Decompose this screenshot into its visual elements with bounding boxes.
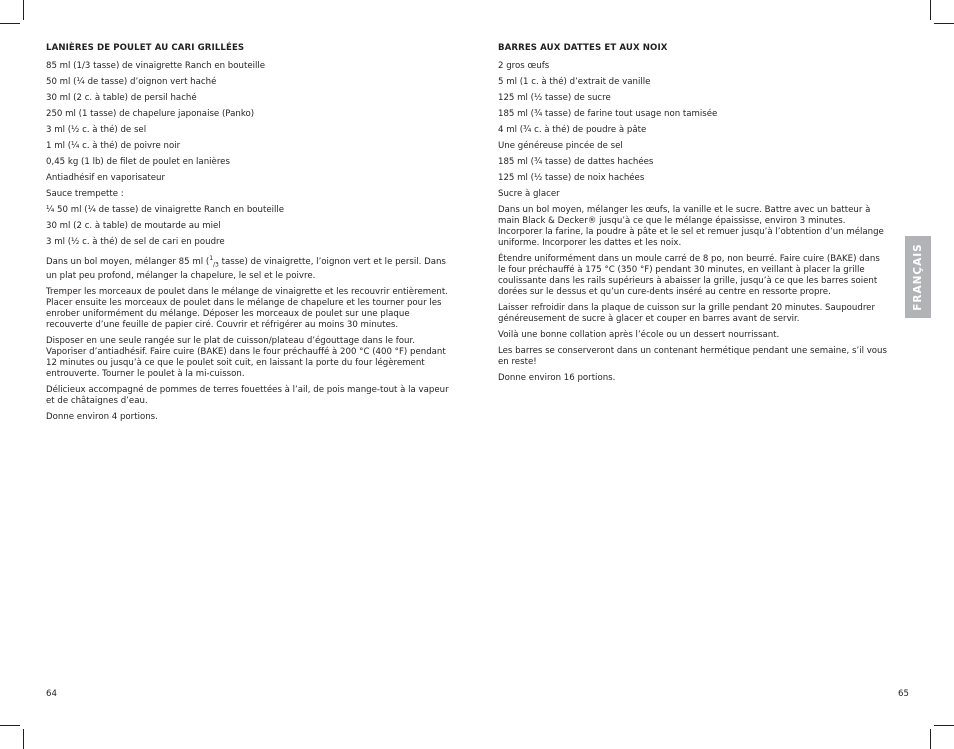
ingredient: 1 ml (¼ c. à thé) de poivre noir (46, 141, 181, 151)
fraction-denominator: /3 (213, 261, 219, 269)
instruction-text: tasse) de vinaigrette, l’oignon vert et le persil. Dans un plat peu profond, mélanger la chapelure, le sel et le poivre. (46, 256, 446, 281)
ingredient: 125 ml (½ tasse) de noix hachées (498, 173, 645, 183)
ingredient: 5 ml (1 c. à thé) d’extrait de vanille (498, 77, 651, 87)
ingredient: 30 ml (2 c. à table) de persil haché (46, 93, 197, 103)
ingredient: 3 ml (½ c. à thé) de sel de cari en poudre (46, 237, 225, 247)
instruction-paragraph: Dans un bol moyen, mélanger les œufs, la vanille et le sucre. Battre avec un batteur à main Black & Decker® jusqu’à ce que le mélange épaississe, environ 3 minutes. Incorporer la farine, la poudre à pâte et le sel et remuer jusqu’à l’obtention d’un mélange uniforme. Incorporer les dattes et les noix. (498, 205, 884, 248)
recipe-title: BARRES AUX DATTES ET AUX NOIX (498, 43, 668, 53)
crop-mark (23, 0, 24, 20)
ingredient: Une généreuse pincée de sel (498, 141, 623, 151)
ingredient: Sucre à glacer (498, 189, 560, 199)
crop-mark (23, 729, 24, 749)
fraction-numerator: 1 (209, 255, 214, 262)
instruction-paragraph: Disposer en une seule rangée sur le plat de cuisson/plateau d’égouttage dans le four. Vaporiser d’antiadhésif. Faire cuire (BAKE) dans le four préchauffé à 200 °C (400 °F) pendant 12 minutes ou jusqu’à ce que le poulet soit cuit, en laissant la porte du four légèrement entrouverte. Tourner le poulet à la mi-cuisson. (46, 335, 446, 379)
page-number-right: 65 (898, 689, 909, 699)
ingredient: 250 ml (1 tasse) de chapelure japonaise (Panko) (46, 109, 255, 119)
crop-mark (930, 729, 931, 749)
recipe-left (46, 43, 451, 428)
ingredient: 185 ml (¾ tasse) de dattes hachées (498, 157, 654, 167)
instruction-paragraph: Délicieux accompagné de pommes de terres fouettées à l’ail, de pois mange-tout à la vapeur et de châtaignes d’eau. (46, 384, 449, 406)
crop-mark (930, 0, 931, 20)
recipe-right (498, 43, 888, 389)
recipe-title: LANIÈRES DE POULET AU CARI GRILLÉES (46, 43, 245, 53)
ingredient: 185 ml (¾ tasse) de farine tout usage non tamisée (498, 109, 718, 119)
language-tab-label: FRANÇAIS (912, 243, 924, 311)
instruction-paragraph: Les barres se conserveront dans un contenant hermétique pendant une semaine, s’il vous en reste! (498, 346, 887, 367)
instruction-text: Dans un bol moyen, mélanger 85 ml ( (46, 256, 210, 267)
ingredient: 4 ml (¾ c. à thé) de poudre à pâte (498, 125, 647, 135)
instruction-paragraph: Tremper les morceaux de poulet dans le mélange de vinaigrette et les recouvrir entièrement. Placer ensuite les morceaux de poulet dans le mélange de chapelure et les tourner pour les enrober uniformément du mélange. Déposer les morceaux de poulet sur une plaque recouverte d’une feuille de papier ciré. Couvrir et réfrigérer au moins 30 minutes. (46, 286, 448, 330)
language-tab (905, 236, 931, 318)
instruction-paragraph: Étendre uniformément dans un moule carré de 8 po, non beurré. Faire cuire (BAKE) dans le four préchauffé à 175 °C (350 °F) pendant 30 minutes, en veillant à placer la grille coulissante dans les rails supérieurs à abaisser la grille, jusqu’à ce que les barres soient dorées sur le dessus et qu’un cure-dents inséré au centre en ressorte propre. (498, 254, 880, 297)
ingredient: 0,45 kg (1 lb) de filet de poulet en lanières (46, 157, 230, 167)
instruction-paragraph: Laisser refroidir dans la plaque de cuisson sur la grille pendant 20 minutes. Saupoudrer généreusement de sucre à glacer et couper en barres avant de servir. (498, 303, 875, 324)
ingredient: Antiadhésif en vaporisateur (46, 173, 165, 183)
ingredient: 2 gros œufs (498, 61, 550, 71)
instruction-paragraph (46, 253, 451, 282)
ingredient: Sauce trempette : (46, 189, 124, 199)
crop-mark (934, 23, 954, 24)
ingredient-list (498, 61, 888, 200)
ingredient: ¼ 50 ml (¼ de tasse) de vinaigrette Ranch en bouteille (46, 205, 285, 215)
ingredient: 30 ml (2 c. à table) de moutarde au miel (46, 221, 221, 231)
crop-mark (0, 725, 20, 726)
crop-mark (934, 725, 954, 726)
ingredient-list (46, 61, 451, 248)
crop-mark (0, 23, 20, 24)
ingredient: 3 ml (½ c. à thé) de sel (46, 125, 147, 135)
ingredient: 50 ml (¼ de tasse) d’oignon vert haché (46, 77, 217, 87)
servings-text: Donne environ 4 portions. (46, 411, 158, 422)
ingredient: 125 ml (½ tasse) de sucre (498, 93, 611, 103)
page-number-left: 64 (46, 689, 57, 699)
servings-text: Donne environ 16 portions. (498, 373, 616, 383)
ingredient: 85 ml (1/3 tasse) de vinaigrette Ranch en bouteille (46, 61, 266, 71)
instruction-paragraph: Voilà une bonne collation après l’école ou un dessert nourrissant. (498, 330, 780, 340)
